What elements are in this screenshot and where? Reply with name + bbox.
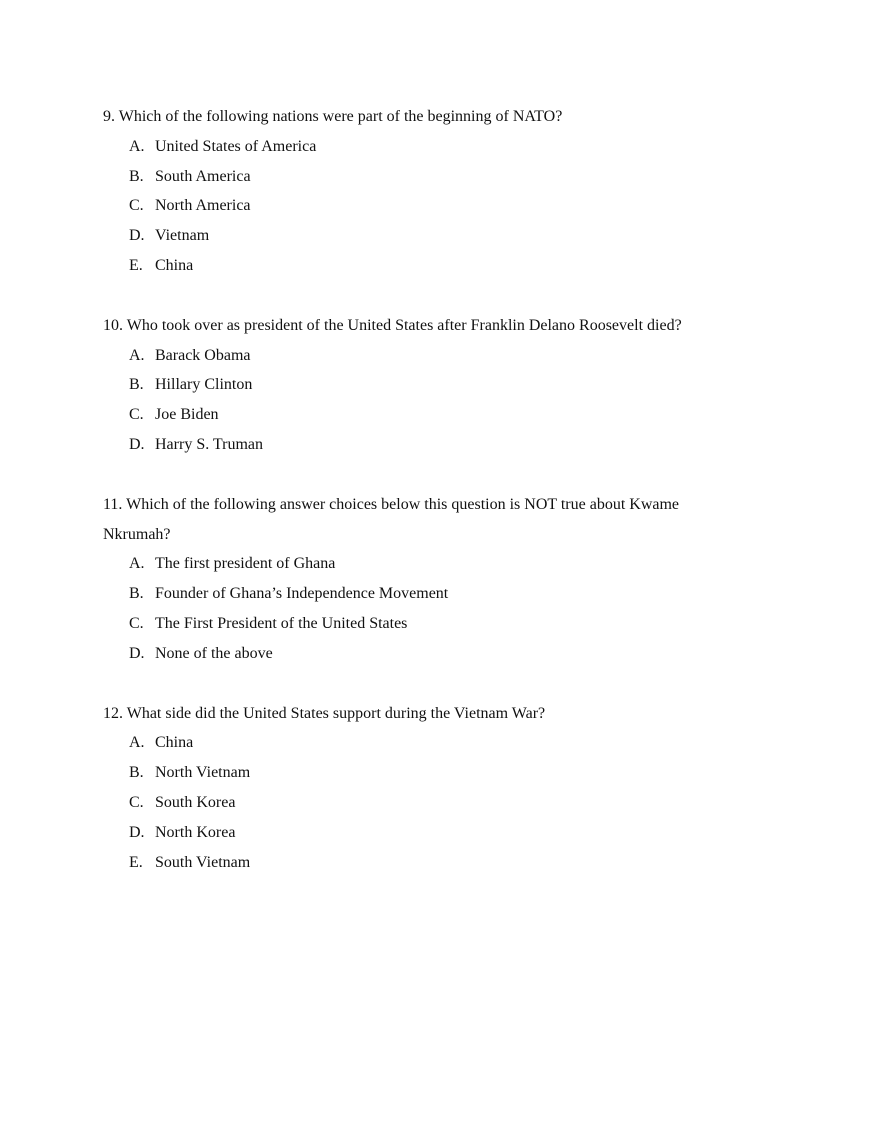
option-text: Hillary Clinton	[155, 376, 253, 394]
answer-option	[129, 430, 730, 460]
option-letter: E.	[129, 256, 143, 274]
question-9	[103, 102, 730, 281]
option-letter: D.	[129, 644, 145, 662]
option-letter: D.	[129, 435, 145, 453]
option-letter: A.	[129, 555, 145, 573]
option-text: North Vietnam	[155, 764, 251, 782]
option-text: The First President of the United States	[155, 614, 408, 632]
option-letter: B.	[129, 764, 144, 782]
option-text: South Vietnam	[155, 853, 251, 871]
answer-option	[129, 639, 730, 669]
answer-option	[129, 400, 730, 430]
option-letter: A.	[129, 137, 145, 155]
option-letter: B.	[129, 376, 144, 394]
answer-options	[103, 549, 730, 668]
question-11	[103, 490, 730, 669]
answer-option	[129, 848, 730, 878]
option-text: North Korea	[155, 823, 236, 841]
answer-option	[129, 549, 730, 579]
answer-options	[103, 728, 730, 877]
question-text: 10. Who took over as president of the United States after Franklin Delano Roosevelt died?	[103, 316, 682, 334]
answer-option	[129, 251, 730, 281]
option-text: South Korea	[155, 793, 236, 811]
option-letter: C.	[129, 614, 144, 632]
answer-options	[103, 132, 730, 281]
answer-option	[129, 132, 730, 162]
question-10	[103, 311, 730, 460]
answer-option	[129, 609, 730, 639]
option-letter: E.	[129, 853, 143, 871]
option-text: The first president of Ghana	[155, 555, 336, 573]
answer-options	[103, 341, 730, 460]
option-letter: B.	[129, 167, 144, 185]
option-text: United States of America	[155, 137, 317, 155]
question-text: 9. Which of the following nations were part of the beginning of NATO?	[103, 108, 563, 125]
answer-option	[129, 818, 730, 848]
answer-option	[129, 728, 730, 758]
option-text: Barack Obama	[155, 346, 251, 364]
option-text: None of the above	[155, 644, 273, 662]
option-letter: D.	[129, 823, 145, 841]
answer-option	[129, 370, 730, 400]
answer-option	[129, 579, 730, 609]
answer-option	[129, 788, 730, 818]
question-12	[103, 699, 730, 878]
option-letter: D.	[129, 227, 145, 245]
option-letter: A.	[129, 346, 145, 364]
option-text: South America	[155, 167, 251, 185]
option-text: China	[155, 734, 194, 752]
option-letter: C.	[129, 793, 144, 811]
answer-option	[129, 221, 730, 251]
answer-option	[129, 162, 730, 192]
question-text: 11. Which of the following answer choices below this question is NOT true about Kwame Nkrumah?	[103, 495, 680, 543]
option-letter: A.	[129, 734, 145, 752]
option-letter: C.	[129, 197, 144, 215]
answer-option	[129, 341, 730, 371]
option-text: North America	[155, 197, 251, 215]
option-text: Founder of Ghana’s Independence Movement	[155, 585, 449, 603]
option-letter: B.	[129, 585, 144, 603]
option-text: Harry S. Truman	[155, 435, 264, 453]
question-text: 12. What side did the United States support during the Vietnam War?	[103, 704, 546, 722]
option-text: China	[155, 256, 194, 274]
answer-option	[129, 758, 730, 788]
answer-option	[129, 191, 730, 221]
option-text: Vietnam	[155, 227, 210, 245]
option-letter: C.	[129, 406, 144, 424]
option-text: Joe Biden	[155, 406, 219, 424]
